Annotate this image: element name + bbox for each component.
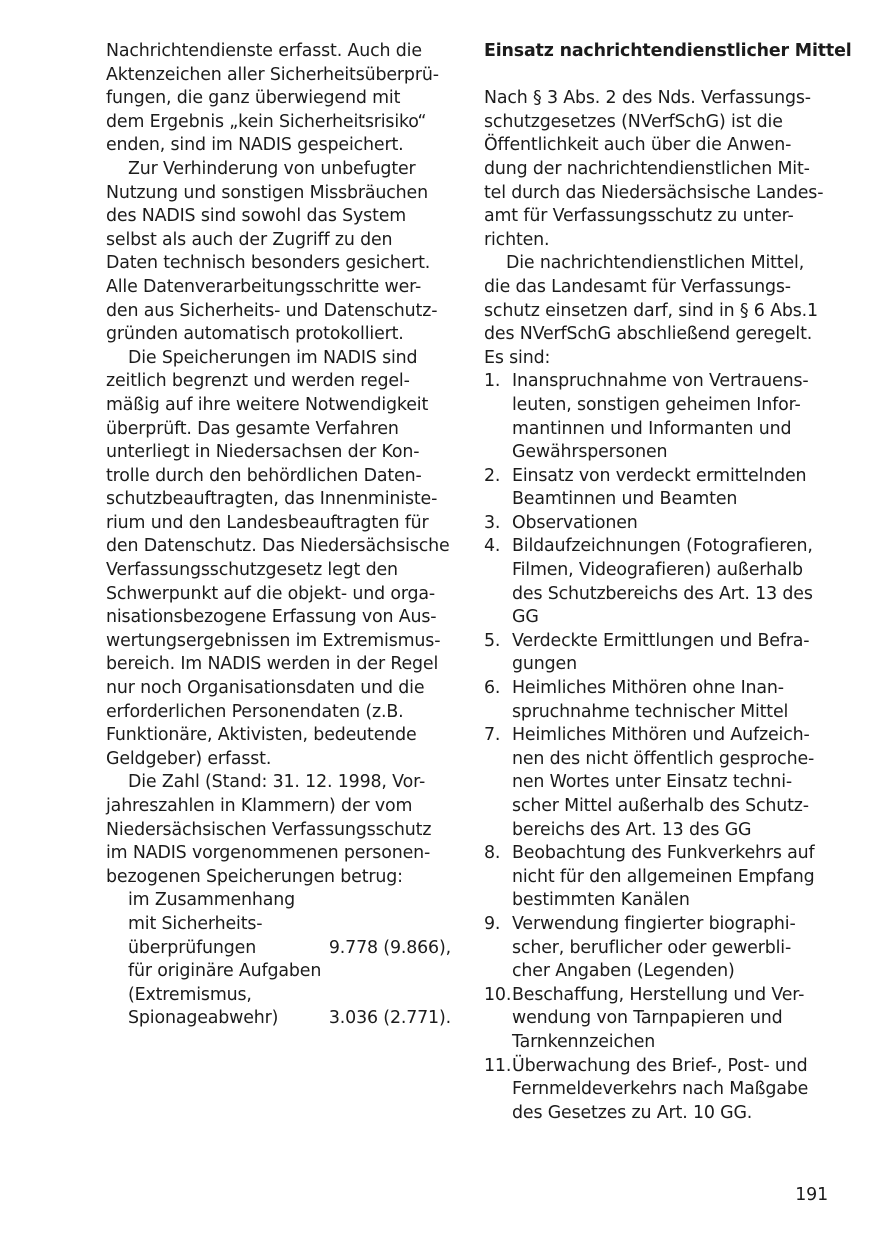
list-item-number: 10. (484, 984, 512, 1005)
heading-spacer (484, 64, 829, 88)
list-item (484, 512, 829, 536)
text-line: erforderlichen Personendaten (z.B. (106, 701, 404, 722)
list-item (484, 465, 829, 512)
list-item-text (512, 913, 829, 984)
list-item-line: nen des nicht öffentlich gesproche- (512, 748, 815, 769)
list-item (484, 630, 829, 677)
list-item-line: Tarnkennzeichen (512, 1031, 656, 1052)
text-line: gründen automatisch protokolliert. (106, 324, 404, 345)
measures-list (484, 370, 829, 1125)
stat-label: (Extremismus, (128, 984, 252, 1005)
list-item-line: Filmen, Videografieren) außerhalb (512, 560, 803, 581)
list-item-text (512, 535, 829, 629)
list-item-line: Heimliches Mithören und Aufzeich- (512, 725, 810, 746)
text-line: Die nachrichtendienstlichen Mittel, (506, 253, 805, 274)
text-line: amt für Verfassungsschutz zu unter- (484, 206, 794, 227)
list-item (484, 842, 829, 913)
text-line: des NVerfSchG abschließend geregelt. (484, 324, 813, 345)
text-line: zeitlich begrenzt und werden regel- (106, 371, 410, 392)
text-line: schutz einsetzen darf, sind in § 6 Abs.1 (484, 300, 818, 321)
stat-value: 3.036 (2.771). (328, 1008, 451, 1029)
list-item-line: Gewährspersonen (512, 442, 668, 463)
list-item (484, 724, 829, 842)
stat-label: im Zusammenhang (128, 890, 296, 911)
list-item-line: Beobachtung des Funkverkehrs auf (512, 843, 815, 864)
text-line: Die Zahl (Stand: 31. 12. 1998, Vor- (128, 772, 426, 793)
list-item-line: leuten, sonstigen geheimen Infor- (512, 394, 801, 415)
list-item-number: 11. (484, 1055, 512, 1076)
text-line: überprüft. Das gesamte Verfahren (106, 418, 399, 439)
stat-value: 9.778 (9.866), (328, 937, 451, 958)
text-line: Aktenzeichen aller Sicherheitsüberprü- (106, 64, 439, 85)
list-item-number: 3. (484, 512, 501, 533)
text-line: trolle durch den behördlichen Daten- (106, 465, 422, 486)
text-line: Nutzung und sonstigen Missbräuchen (106, 182, 428, 203)
text-line: Es sind: (484, 347, 551, 368)
text-line: den aus Sicherheits- und Datenschutz- (106, 300, 438, 321)
text-line: Verfassungsschutzgesetz legt den (106, 560, 398, 581)
text-line: Schwerpunkt auf die objekt- und orga- (106, 583, 436, 604)
text-line: den Datenschutz. Das Niedersächsische (106, 536, 450, 557)
stat-row (106, 960, 451, 984)
list-item-number: 8. (484, 843, 501, 864)
text-line: selbst als auch der Zugriff zu den (106, 229, 393, 250)
text-line: Die Speicherungen im NADIS sind (128, 347, 418, 368)
text-line: schutzbeauftragten, das Innenministe- (106, 489, 438, 510)
list-item-line: Bildaufzeichnungen (Fotografieren, (512, 536, 813, 557)
list-item-number: 4. (484, 536, 501, 557)
text-line: dung der nachrichtendienstlichen Mit- (484, 158, 810, 179)
text-line: Nach § 3 Abs. 2 des Nds. Verfassungs- (484, 88, 811, 109)
list-item-text (512, 630, 829, 677)
stat-label: überprüfungen (128, 937, 257, 958)
text-line: des NADIS sind sowohl das System (106, 206, 407, 227)
list-item-number: 1. (484, 371, 501, 392)
text-line: enden, sind im NADIS gespeichert. (106, 135, 404, 156)
list-item-line: gungen (512, 654, 577, 675)
stat-row (106, 1007, 451, 1031)
text-line: wertungsergebnissen im Extremismus- (106, 630, 441, 651)
list-item-line: Verdeckte Ermittlungen und Befra- (512, 630, 810, 651)
list-item-number: 6. (484, 678, 501, 699)
text-line: fungen, die ganz überwiegend mit (106, 88, 401, 109)
list-item-text (512, 724, 829, 842)
list-item (484, 913, 829, 984)
text-line: tel durch das Niedersächsische Landes- (484, 182, 824, 203)
list-item-line: GG (512, 607, 539, 628)
list-item-line: Verwendung fingierter biographi- (512, 913, 796, 934)
list-item-line: cher Angaben (Legenden) (512, 961, 735, 982)
list-item-line: nen Wortes unter Einsatz techni- (512, 772, 793, 793)
list-item-text (512, 842, 829, 913)
text-line: die das Landesamt für Verfassungs- (484, 276, 791, 297)
storage-statistics (106, 889, 451, 1031)
list-item-line: scher, beruflicher oder gewerbli- (512, 937, 792, 958)
list-item-line: Heimliches Mithören ohne Inan- (512, 678, 784, 699)
right-text-block (484, 87, 829, 370)
text-line: Alle Datenverarbeitungsschritte wer- (106, 276, 422, 297)
list-item-line: Beschaffung, Herstellung und Ver- (512, 984, 805, 1005)
list-item (484, 1055, 829, 1126)
list-item-text (512, 512, 829, 536)
list-item-line: bestimmten Kanälen (512, 890, 690, 911)
text-line: nur noch Organisationsdaten und die (106, 678, 425, 699)
text-line: Niedersächsischen Verfassungsschutz (106, 819, 432, 840)
text-line: im NADIS vorgenommenen personen- (106, 843, 431, 864)
list-item-text (512, 370, 829, 464)
list-item-line: Observationen (512, 512, 638, 533)
stat-label: Spionageabwehr) (128, 1008, 279, 1029)
list-item-line: wendung von Tarnpapieren und (512, 1008, 783, 1029)
page-number: 191 (795, 1185, 828, 1205)
text-line: mäßig auf ihre weitere Notwendigkeit (106, 394, 429, 415)
text-line: richten. (484, 229, 550, 250)
stat-row (106, 984, 451, 1008)
text-line: Nachrichtendienste erfasst. Auch die (106, 41, 422, 61)
list-item-line: nicht für den allgemeinen Empfang (512, 866, 815, 887)
list-item-line: Fernmeldeverkehrs nach Maßgabe (512, 1079, 809, 1100)
list-item-line: bereichs des Art. 13 des GG (512, 819, 752, 840)
section-heading: Einsatz nachrichtendienstlicher Mittel (484, 41, 852, 61)
list-item-line: Einsatz von verdeckt ermittelnden (512, 465, 807, 486)
list-item-text (512, 1055, 829, 1126)
list-item-number: 2. (484, 465, 501, 486)
text-line: bezogenen Speicherungen betrug: (106, 866, 403, 887)
list-item-line: Beamtinnen und Beamten (512, 489, 738, 510)
text-line: rium und den Landesbeauftragten für (106, 512, 429, 533)
text-line: unterliegt in Niedersachsen der Kon- (106, 442, 420, 463)
list-item-text (512, 984, 829, 1055)
list-item-number: 7. (484, 725, 501, 746)
stat-row (106, 937, 451, 961)
list-item-line: scher Mittel außerhalb des Schutz- (512, 796, 809, 816)
list-item-number: 9. (484, 913, 501, 934)
list-item (484, 677, 829, 724)
stat-label: mit Sicherheits- (128, 913, 263, 934)
left-column (106, 40, 451, 1031)
right-column (484, 40, 852, 1125)
text-line: dem Ergebnis „kein Sicherheitsrisiko“ (106, 111, 427, 132)
list-item (484, 984, 829, 1055)
text-line: nisationsbezogene Erfassung von Aus- (106, 607, 437, 628)
text-line: jahreszahlen in Klammern) der vom (106, 796, 413, 816)
list-item-line: des Gesetzes zu Art. 10 GG. (512, 1102, 753, 1123)
text-line: Geldgeber) erfasst. (106, 748, 272, 769)
text-line: Öffentlichkeit auch über die Anwen- (484, 135, 792, 156)
list-item-line: Inanspruchnahme von Vertrauens- (512, 371, 809, 392)
stat-label: für originäre Aufgaben (128, 961, 322, 982)
list-item-line: des Schutzbereichs des Art. 13 des (512, 583, 813, 604)
list-item-text (512, 465, 829, 512)
list-item (484, 370, 829, 464)
text-line: schutzgesetzes (NVerfSchG) ist die (484, 111, 783, 132)
list-item-line: mantinnen und Informanten und (512, 418, 792, 439)
text-line: Funktionäre, Aktivisten, bedeutende (106, 725, 417, 746)
list-item (484, 535, 829, 629)
stat-row (106, 889, 451, 913)
text-line: Zur Verhinderung von unbefugter (128, 158, 416, 179)
list-item-text (512, 677, 829, 724)
list-item-line: spruchnahme technischer Mittel (512, 701, 789, 722)
list-item-line: Überwachung des Brief-, Post- und (512, 1055, 808, 1076)
text-line: bereich. Im NADIS werden in der Regel (106, 654, 439, 675)
left-text-block (106, 40, 451, 889)
list-item-number: 5. (484, 630, 501, 651)
stat-row (106, 913, 451, 937)
text-line: Daten technisch besonders gesichert. (106, 253, 431, 274)
